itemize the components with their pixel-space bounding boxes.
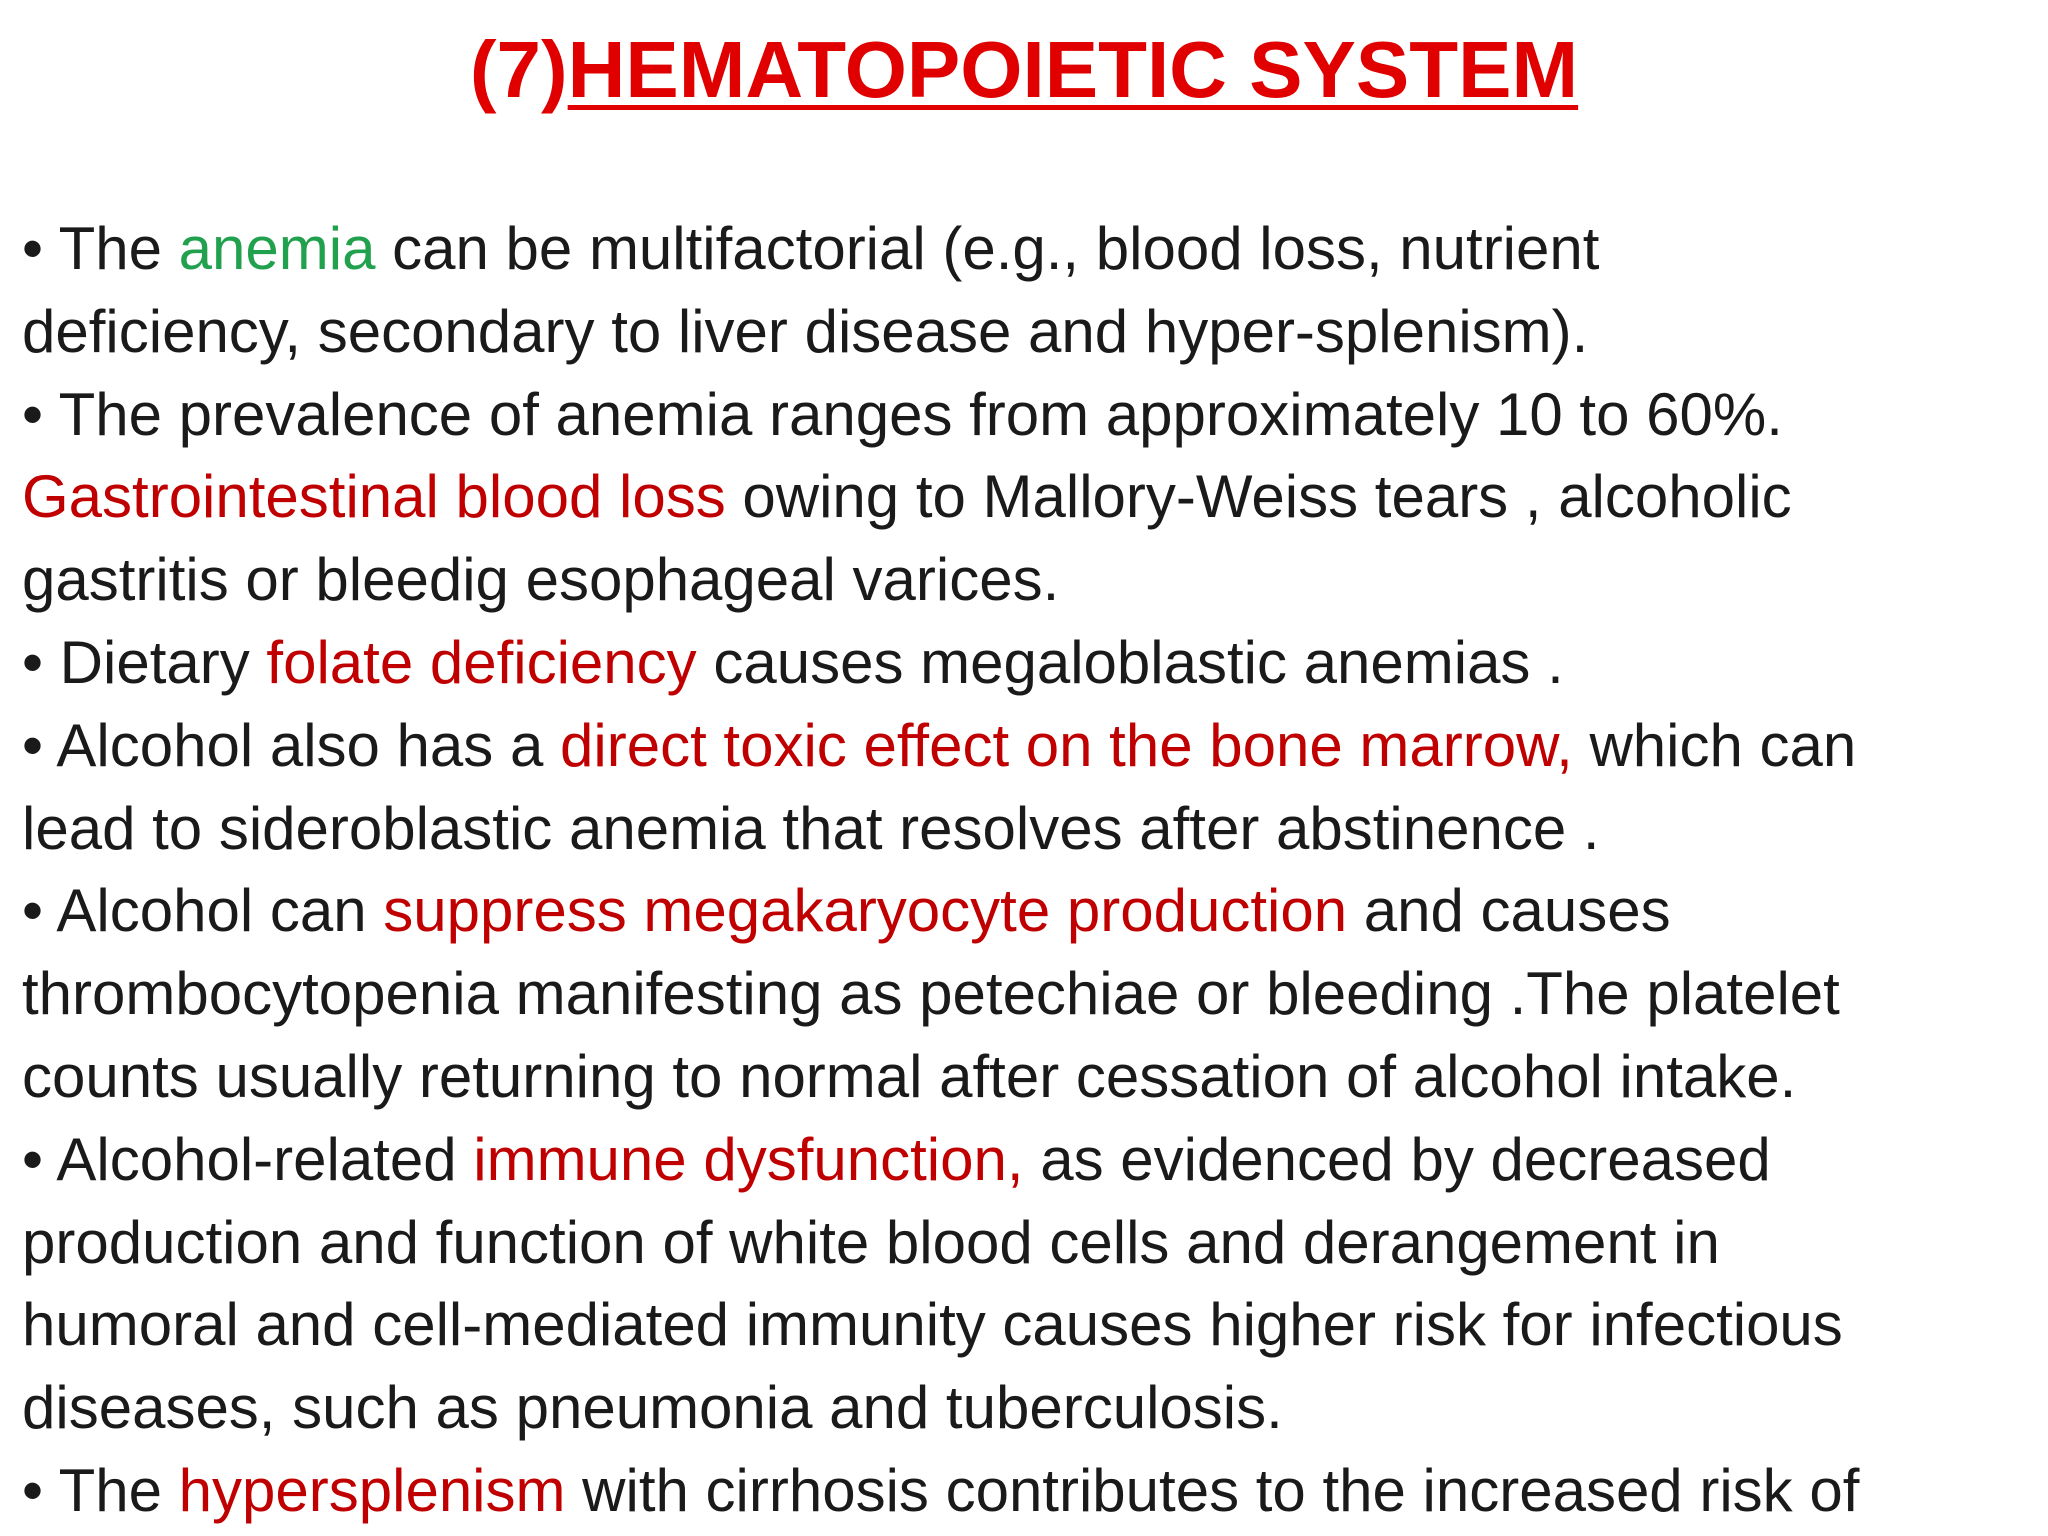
body-line bbox=[22, 291, 2022, 374]
line-text: can be multifactorial (e.g., blood loss, nutrient bbox=[375, 215, 1600, 282]
line-text: and causes bbox=[1347, 877, 1671, 945]
line-text: • The bbox=[22, 215, 179, 282]
line-text: • Alcohol can bbox=[22, 877, 384, 945]
body-line bbox=[22, 1202, 2022, 1285]
title-text: HEMATOPOIETIC SYSTEM bbox=[567, 25, 1579, 114]
line-text: counts usually returning to normal after cessation of alcohol intake. bbox=[22, 1042, 1797, 1110]
line-text: which can bbox=[1572, 711, 1857, 779]
line-text: • The bbox=[22, 1456, 179, 1524]
highlight-term: direct toxic effect on the bone marrow, bbox=[560, 711, 1573, 779]
body-line bbox=[22, 1284, 2022, 1367]
highlight-term: anemia bbox=[178, 215, 376, 282]
slide-title bbox=[0, 22, 2048, 118]
line-text: gastritis or bleedig esophageal varices. bbox=[22, 546, 1060, 614]
body-line bbox=[22, 374, 2022, 457]
line-text: • Dietary bbox=[22, 628, 267, 696]
body-line bbox=[22, 622, 2022, 705]
body-line bbox=[22, 456, 2022, 539]
body-line bbox=[22, 788, 2022, 871]
body-line bbox=[22, 208, 2022, 291]
highlight-term: Gastrointestinal blood loss bbox=[22, 463, 726, 531]
line-text: diseases, such as pneumonia and tuberculosis. bbox=[22, 1374, 1283, 1442]
body-line bbox=[22, 1367, 2022, 1450]
line-text: as evidenced by decreased bbox=[1023, 1125, 1771, 1193]
highlight-term: hypersplenism bbox=[178, 1456, 566, 1524]
line-text: with cirrhosis contributes to the increased risk of bbox=[565, 1456, 1860, 1524]
line-text: • The prevalence of anemia ranges from approximately 10 to 60%. bbox=[22, 380, 1783, 448]
highlight-term: folate deficiency bbox=[266, 628, 697, 696]
line-text: owing to Mallory-Weiss tears , alcoholic bbox=[725, 463, 1792, 531]
line-text: humoral and cell-mediated immunity causes higher risk for infectious bbox=[22, 1291, 1843, 1359]
highlight-term: suppress megakaryocyte production bbox=[383, 877, 1348, 945]
line-text: causes megaloblastic anemias . bbox=[696, 628, 1564, 696]
body-line bbox=[22, 1119, 2022, 1202]
highlight-term: immune dysfunction, bbox=[473, 1125, 1024, 1193]
line-text: deficiency, secondary to liver disease and hyper-splenism). bbox=[22, 297, 1589, 365]
body-line bbox=[22, 870, 2022, 953]
body-line bbox=[22, 705, 2022, 788]
body-line bbox=[22, 953, 2022, 1036]
line-text: lead to sideroblastic anemia that resolves after abstinence . bbox=[22, 794, 1600, 862]
body-line bbox=[22, 539, 2022, 622]
line-text: • Alcohol-related bbox=[22, 1125, 474, 1193]
title-number: (7) bbox=[469, 25, 568, 114]
body-line bbox=[22, 1450, 2022, 1533]
slide-body bbox=[22, 208, 2022, 1533]
body-line bbox=[22, 1036, 2022, 1119]
line-text: • Alcohol also has a bbox=[22, 711, 561, 779]
line-text: production and function of white blood cells and derangement in bbox=[22, 1208, 1720, 1276]
line-text: thrombocytopenia manifesting as petechiae or bleeding .The platelet bbox=[22, 960, 1840, 1028]
